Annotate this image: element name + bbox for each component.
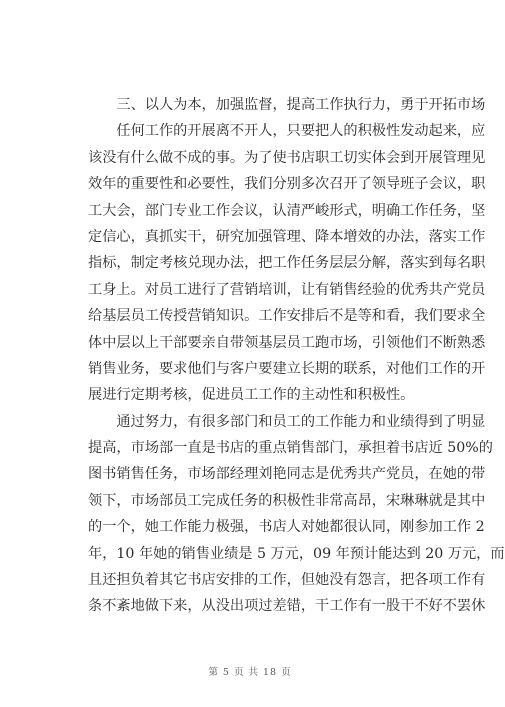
text-line: 定信心，真抓实干，研究加强管理、降本增效的办法，落实工作 (88, 228, 486, 245)
text-line: 条不紊地做下来，从没出项过差错，干工作有一股干不好不罢休 (88, 598, 486, 615)
text-line: 该没有什么做不成的事。为了使书店职工切实体会到开展管理见 (88, 149, 486, 166)
text-line: 任何工作的开展离不开人，只要把人的积极性发动起来，应 (88, 123, 486, 140)
text-line: 工大会，部门专业工作会议，认清严峻形式，明确工作任务，坚 (88, 202, 486, 219)
text-line: 展进行定期考核，促进员工工作的主动性和积极性。 (88, 387, 415, 404)
page-number-footer: 第 5 页 共 18 页 (208, 667, 292, 678)
text-line: 体中层以上干部要亲自带领基层员工跑市场，引领他们不断熟悉 (88, 334, 486, 351)
text-line: 工身上。对员工进行了营销培训，让有销售经验的优秀共产党员 (88, 281, 486, 298)
text-line: 通过努力，有很多部门和员工的工作能力和业绩得到了明显 (88, 413, 486, 430)
text-line: 销售业务，要求他们与客户要建立长期的联系，对他们工作的开 (88, 360, 486, 377)
text-line: 领下，市场部员工完成任务的积极性非常高昂，宋琳琳就是其中 (88, 492, 486, 509)
text-line: 给基层员工传授营销知识。工作安排后不是等和看，我们要求全 (88, 308, 486, 325)
text-line: 提高，市场部一直是书店的重点销售部门，承担着书店近 50%的 (88, 440, 493, 457)
text-line: 效年的重要性和必要性，我们分别多次召开了领导班子会议，职 (88, 176, 486, 193)
text-line: 的一个，她工作能力极强，书店人对她都很认同，刚参加工作 2 (88, 519, 485, 536)
text-line: 图书销售任务，市场部经理刘艳同志是优秀共产党员，在她的带 (88, 466, 486, 483)
document-body (88, 92, 505, 620)
text-line: 且还担负着其它书店安排的工作，但她没有怨言，把各项工作有 (88, 572, 486, 589)
text-line: 指标，制定考核兑现办法，把工作任务层层分解，落实到每名职 (88, 255, 486, 272)
text-line: 年，10 年她的销售业绩是 5 万元，09 年预计能达到 20 万元，而 (88, 545, 505, 562)
text-line: 三、以人为本，加强监督，提高工作执行力，勇于开拓市场 (88, 97, 486, 113)
